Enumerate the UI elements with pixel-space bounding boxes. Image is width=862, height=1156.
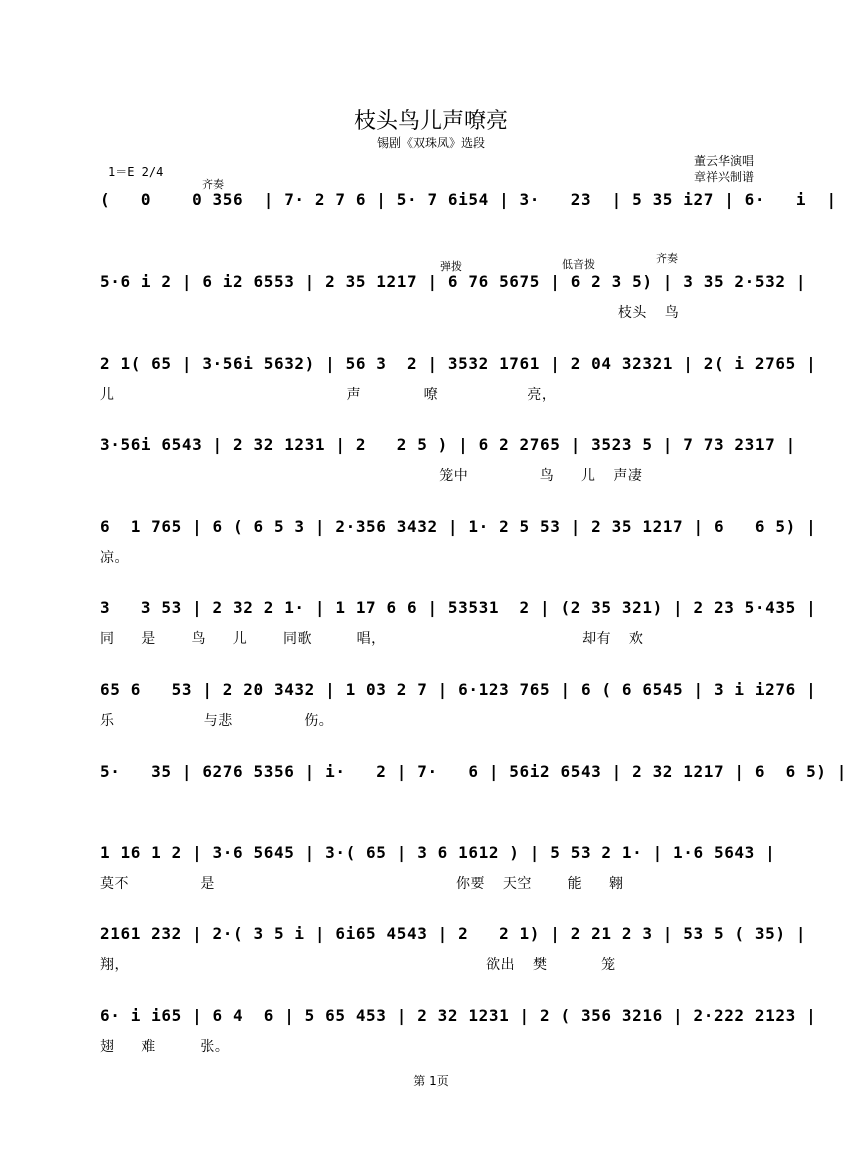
score-notes: 6 1 765 | 6 ( 6 5 3 | 2·356 3432 | 1· 2 5 53 | 2 35 1217 | 6 6 5) | — [100, 517, 817, 536]
score-notes: 5·6 i 2 | 6 i2 6553 | 2 35 1217 | 6 76 5675 | 6 2 3 5) | 3 35 2·532 | — [100, 272, 807, 291]
score-line-8 — [100, 762, 847, 826]
score-line-7 — [100, 680, 817, 744]
score-lyrics: 笼中 鸟 儿 声凄 — [100, 468, 643, 484]
score-notes: 65 6 53 | 2 20 3432 | 1 03 2 7 | 6·123 765 | 6 ( 6 6545 | 3 i i276 | — [100, 680, 817, 699]
singer-credit: 董云华演唱 — [693, 154, 754, 168]
arranger-credit: 章祥兴制谱 — [693, 170, 754, 184]
score-notes: 2 1( 65 | 3·56i 5632) | 56 3 2 | 3532 1761 | 2 04 32321 | 2( i 2765 | — [100, 354, 817, 373]
score-line-9 — [100, 843, 776, 907]
score-lyrics: 同 是 鸟 儿 同歌 唱， 却有 欢 — [100, 631, 644, 647]
key-signature: 1＝E 2/4 — [108, 165, 164, 179]
score-lyrics: 凉。 — [100, 550, 129, 566]
score-lyrics: 翔， 欲出 樊 笼 — [100, 957, 616, 973]
score-lyrics: 乐 与悲 伤。 — [100, 713, 334, 729]
score-notes: 5· 35 | 6276 5356 | i· 2 | 7· 6 | 56i2 6543 | 2 32 1217 | 6 6 5) | — [100, 762, 847, 781]
annotation-diyinbo: 低音拨 — [562, 258, 595, 271]
score-notes: 3·56i 6543 | 2 32 1231 | 2 2 5 ) | 6 2 2765 | 3523 5 | 7 73 2317 | — [100, 435, 796, 454]
score-line-4 — [100, 435, 796, 499]
page-number: 第 1页 — [413, 1074, 449, 1088]
score-notes: 1 16 1 2 | 3·6 5645 | 3·( 65 | 3 6 1612 ) | 5 53 2 1· | 1·6 5643 | — [100, 843, 776, 862]
annotation-qizou-1: 齐奏 — [202, 178, 224, 191]
annotation-qizou-2: 齐奏 — [656, 252, 678, 265]
annotation-tanbo: 弹拨 — [440, 260, 462, 273]
score-notes: 2161 232 | 2·( 3 5 i | 6i65 4543 | 2 2 1) | 2 21 2 3 | 53 5 ( 35) | — [100, 924, 807, 943]
score-notes: 3 3 53 | 2 32 2 1· | 1 17 6 6 | 53531 2 | (2 35 321) | 2 23 5·435 | — [100, 598, 817, 617]
score-line-2 — [100, 272, 807, 336]
score-lyrics: 莫不 是 你要 天空 能 翱 — [100, 876, 624, 892]
score-lyrics: 翅 难 张。 — [100, 1039, 230, 1055]
score-line-6 — [100, 598, 817, 662]
song-title: 枝头鸟儿声嘹亮 — [353, 109, 508, 134]
score-notes: 6· i i65 | 6 4 6 | 5 65 453 | 2 32 1231 | 2 ( 356 3216 | 2·222 2123 | — [100, 1006, 817, 1025]
score-lyrics: 枝头 鸟 — [100, 305, 680, 321]
score-line-11 — [100, 1006, 817, 1070]
song-subtitle: 锡剧《双珠凤》选段 — [376, 136, 485, 150]
score-notes: ( 0 0 356 | 7· 2 7 6 | 5· 7 6i54 | 3· 23 | 5 35 i27 | 6· i | — [100, 190, 837, 209]
score-line-3 — [100, 354, 817, 418]
score-line-5 — [100, 517, 817, 581]
score-line-10 — [100, 924, 807, 988]
score-lyrics: 儿 声 嘹 亮， — [100, 387, 557, 403]
score-line-1 — [100, 190, 837, 254]
